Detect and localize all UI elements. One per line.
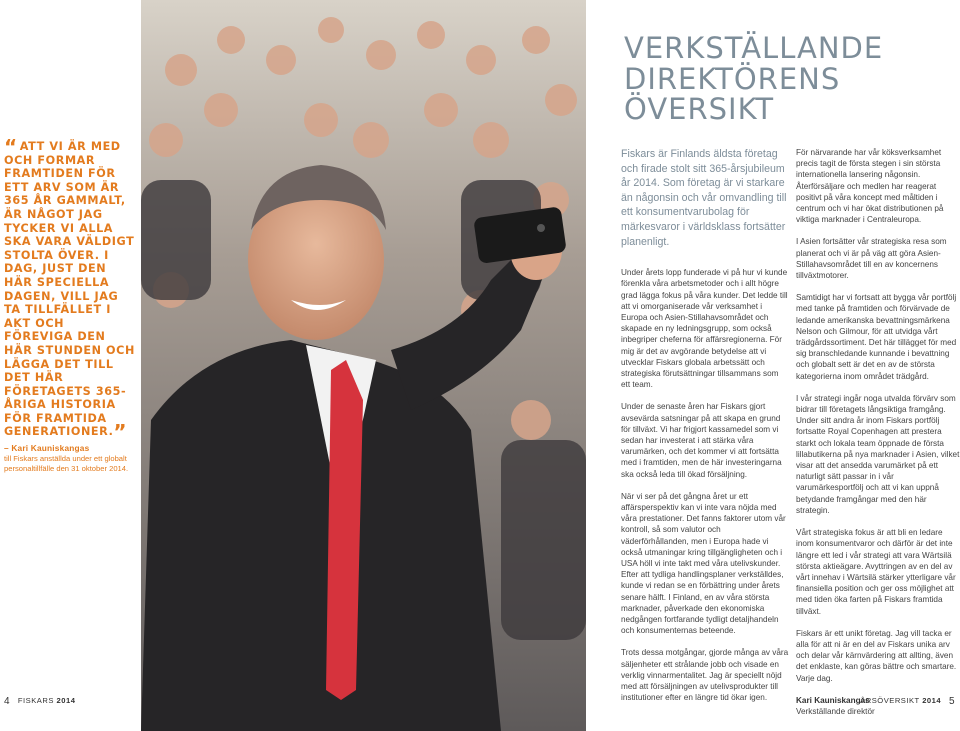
quote-close-mark: ” <box>113 420 128 445</box>
pull-quote <box>4 135 136 474</box>
body-paragraph: Under de senaste åren har Fiskars gjort avsevärda satsningar på att skapa en grund för tillväxt. Vi har frigjort kassamedel som vi sedan har investerat i att stärka våra varumärken, och det kommer vi att fortsätta med i framtiden, men de här investeringarna ska också leda till ökad försäljning. <box>621 402 782 479</box>
lead-paragraph: Fiskars är Finlands äldsta företag och firade stolt sitt 365-årsjubileum år 2014. Som företag är vi starkare än någonsin och vår omvandling till ett konsumentvarubolag för märkesvaror i världsklass fortsätter planenligt. <box>621 148 787 248</box>
quote-open-mark: “ <box>4 135 18 159</box>
quote-author: – Kari Kauniskangas <box>4 443 90 454</box>
footer-left <box>4 696 75 707</box>
body-paragraph: I Asien fortsätter vår strategiska resa som planerat och vi är på väg att göra Asien-Stillahavsområdet till en av koncernens tillväxtmotorer. <box>796 237 947 281</box>
page-number-right: 5 <box>948 696 955 707</box>
body-paragraph: Fiskars är ett unikt företag. Jag vill tacka er alla för att ni är en del av Fiskars unika arv och delar vår kärnvärdering att allting, även det enklaste, kan göras bättre och smartare. Varje dag. <box>796 628 957 683</box>
quote-text <box>4 135 136 445</box>
body-paragraph: Trots dessa motgångar, gjorde många av våra säljenheter ett strålande jobb och visade en verklig vinnarmentalitet. Jag är speciellt nöjd med att försäljningen av utelivsprodukter till institutioner efter en längre tid ökar igen. <box>621 648 789 703</box>
page-title <box>624 33 954 125</box>
body-paragraph: Vårt strategiska fokus är att bli en ledare inom konsumentvaror och därför är det inte längre ett led i vår strategi att vara Wärtsilä största aktieägare. Avyttringen av en del av vårt innehav i Wärtsilä stärker ytterligare vår finansiella position och ger oss möjlighet att med tiden öka farten på Fiskars framtida tillväxt. <box>796 528 956 616</box>
footer-year-right: 2014 <box>922 696 942 705</box>
title-line-3: ÖVERSIKT <box>624 92 775 126</box>
signature-title: Verkställande direktör <box>796 706 875 716</box>
body-paragraph: När vi ser på det gångna året ur ett affärsperspektiv kan vi inte vara nöjda med våra prestationer. Det fanns faktorer utom vår kontroll, så som valutor och väderförhållanden, men i Europa hade vi också utmaningar kring tillgängligheten och i USA höll vi inte takt med våra utelivskunder. Efter att tydliga handlingsplaner verkställdes, kunde vi redan se en förbättring under årets senare hälft. I Finland, en av våra största marknader, påverkade den ekonomiska nedgången fortfarande tydligt detaljhandeln och konsumenternas beteende. <box>621 491 786 636</box>
signature-name: Kari Kauniskangas <box>796 695 870 705</box>
footer-label: ÅRSÖVERSIKT <box>860 696 920 705</box>
footer-year-left: 2014 <box>56 696 76 705</box>
quote-caption: till Fiskars anställda under ett globalt personaltillfälle den 31 oktober 2014. <box>4 454 129 474</box>
body-paragraph: Under årets lopp funderade vi på hur vi kunde förenkla våra arbetsmetoder och i allt högre grad lägga fokus på våra kunder. Det ledde till att vi omorganiserade vår verksamhet i Europa och Asien-Stillahavsområdet och skapade en ny ledningsgrupp, som också inbegriper cheferna för affärsregionerna. För mig är det av avgörande betydelse att vi utvecklar Fiskars globala arbetssätt och strategiska förutsättningar tillsammans som ett team. <box>621 268 788 390</box>
quote-body: ATT VI ÄR MED OCH FORMAR FRAMTIDEN FÖR ETT ARV SOM ÄR 365 ÅR GAMMALT, ÄR NÅGOT JAG TYCKER VI ALLA SKA VARA VÄLDIGT STOLTA ÖVER. I DAG, JUST DEN HÄR SPECIELLA DAGEN, VILL JAG TA TILLFÄLLET I AKT OCH FÖREVIGA DEN HÄR STUNDEN OCH LÄGGA DET TILL DET HÄR FÖRETAGETS 365-ÅRIGA HISTORIA FÖR FRAMTIDA GENERATIONER. <box>4 140 135 439</box>
body-paragraph: Samtidigt har vi fortsatt att bygga vår portfölj med tanke på framtiden och förvärvade de ledande amerikanska bevattningsmärkena Nelson och Gilmour, för att utvidga vårt trädgårdssortiment. Det här tillägget för med sig branschledande kunnande i bevattning och globalt sett är det en av de största kategorierna inom området trädgård. <box>796 293 957 381</box>
title-line-1: VERKSTÄLLANDE <box>624 31 884 65</box>
article-column-2 <box>796 147 960 717</box>
footer-brand: FISKARS <box>17 696 54 705</box>
ceo-selfie-photo <box>141 0 586 731</box>
page-number-left: 4 <box>4 696 11 707</box>
article-column-1 <box>621 147 789 714</box>
footer-right <box>860 696 955 707</box>
title-line-2: DIREKTÖRENS <box>624 61 841 96</box>
body-paragraph: För närvarande har vår köksverksamhet precis tagit de första stegen i sin största internationella lansering någonsin. Återförsäljare och medlen har reagerat positivt på våra koncept med måltiden i centrum och vi har ökat distributionen på viktiga marknader i Centraleuropa. <box>796 148 944 225</box>
body-paragraph: I vår strategi ingår noga utvalda förvärv som bidrar till företagets långsiktiga framgång. Under sitt andra år inom Fiskars portfölj fortsatte Royal Copenhagen att prestera starkt och lokala team öppnade de första lillabutikerna på nya marknader i Asien, vilket visar att det ansedda varumärket på ett naturligt sätt passar in i vår varumärkesportfölj och att vi kan uppnå betydande framgångar med den här strategin. <box>796 393 960 515</box>
